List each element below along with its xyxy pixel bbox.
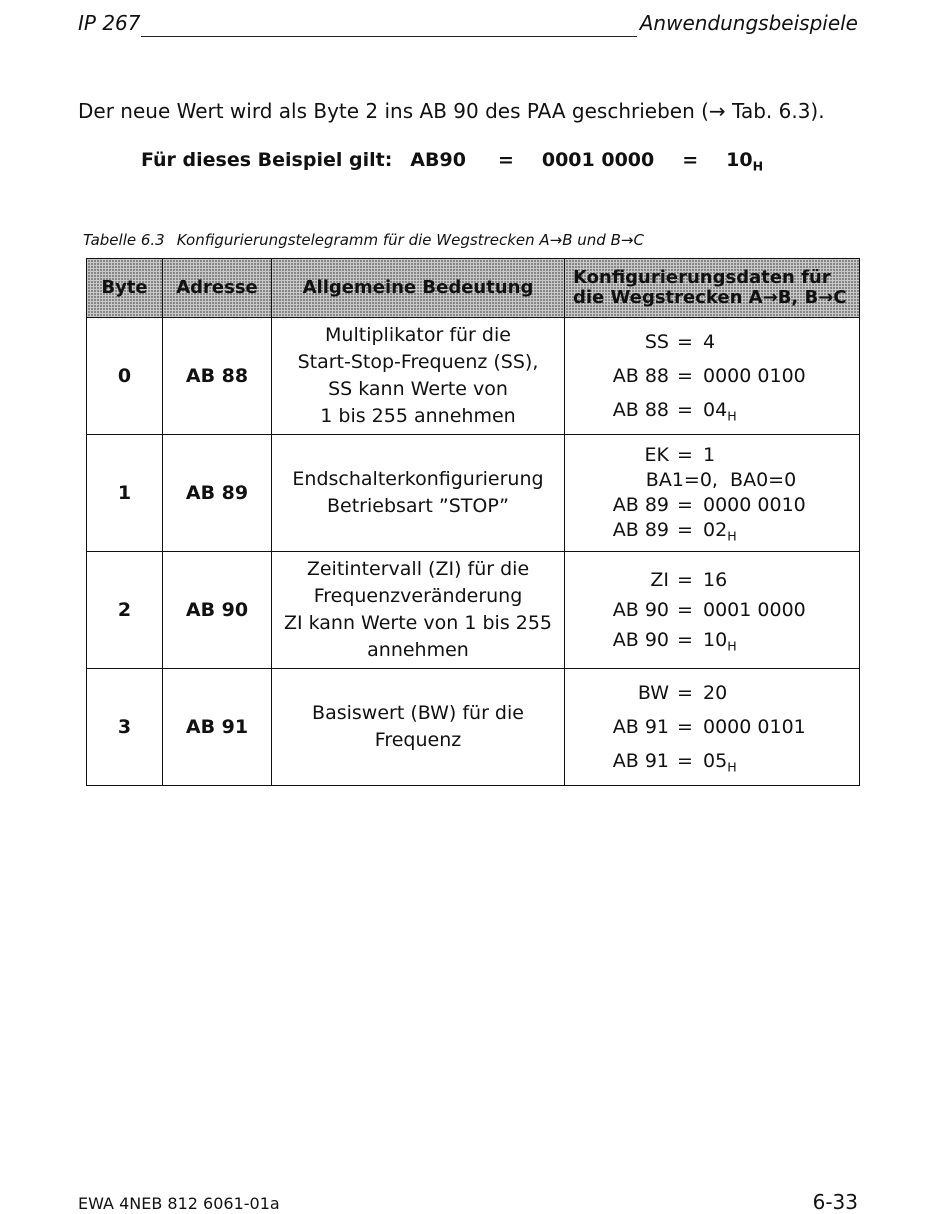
config-label: AB 91 (612, 716, 669, 738)
cell-meaning (272, 552, 565, 669)
intro-paragraph: Der neue Wert wird als Byte 2 ins AB 90 des PAA geschrieben (→ Tab. 6.3). (78, 99, 825, 123)
config-label: AB 91 (612, 750, 669, 772)
config-equals: = (677, 682, 693, 704)
config-equals: = (677, 629, 693, 651)
header-chapter-title: Anwendungsbeispiele (639, 11, 858, 35)
cell-meaning (272, 318, 565, 435)
meaning-line: Betriebsart ”STOP” (327, 495, 509, 517)
cell-config (565, 552, 860, 669)
header-product: IP 267 (78, 11, 141, 35)
formula-binary: 0001 0000 (541, 149, 655, 171)
config-equations (593, 443, 859, 468)
config-hex-sub: H (727, 759, 737, 775)
meaning-line: Frequenzveränderung (313, 585, 523, 607)
config-label: EK (644, 444, 669, 466)
cell-config (565, 669, 860, 786)
formula-hex (726, 149, 764, 174)
header-config (565, 259, 860, 318)
config-hex-sub: H (727, 638, 737, 654)
table-row (87, 669, 860, 786)
header-config-line1: Konfigurierungsdaten für (573, 267, 831, 288)
footer-document-number: EWA 4NEB 812 6061-01a (78, 1194, 280, 1213)
config-equals: = (677, 444, 693, 466)
formula-register: AB90 (410, 149, 466, 171)
config-label: AB 90 (612, 599, 669, 621)
config-equals: = (677, 569, 693, 591)
config-value: 0001 0000 (703, 599, 806, 621)
config-hex-value: 04 (703, 399, 728, 421)
meaning-line: ZI kann Werte von 1 bis 255 (283, 612, 553, 634)
meaning-line: Start-Stop-Frequenz (SS), (297, 351, 539, 373)
config-equals: = (677, 365, 693, 387)
cell-meaning (272, 435, 565, 552)
header-meaning: Allgemeine Bedeutung (272, 259, 565, 318)
config-equations (593, 325, 859, 427)
formula-hex-value: 10 (726, 149, 753, 171)
table-caption (83, 231, 644, 249)
config-value (701, 625, 859, 655)
config-table (86, 258, 860, 786)
config-equals: = (677, 716, 693, 738)
config-equations (593, 565, 859, 655)
meaning-line: annehmen (367, 639, 469, 661)
config-label: SS (644, 331, 669, 353)
cell-config (565, 435, 860, 552)
meaning-line: Zeitintervall (ZI) für die (306, 558, 530, 580)
config-hex-value: 10 (703, 629, 728, 651)
config-label: AB 90 (612, 629, 669, 651)
cell-byte: 2 (87, 552, 163, 669)
meaning-line: Multiplikator für die (325, 324, 511, 346)
config-hex-value: 02 (703, 519, 728, 541)
config-value (701, 393, 859, 427)
config-equals: = (677, 599, 693, 621)
cell-address: AB 91 (163, 669, 272, 786)
formula-equals-2: = (682, 149, 699, 171)
table-row (87, 552, 860, 669)
config-equals: = (677, 494, 693, 516)
config-label: AB 88 (612, 365, 669, 387)
config-hex-value: 05 (703, 750, 728, 772)
formula-equals-1: = (497, 149, 514, 171)
config-label: AB 88 (612, 399, 669, 421)
cell-address: AB 88 (163, 318, 272, 435)
cell-byte: 1 (87, 435, 163, 552)
meaning-line: Basiswert (BW) für die (312, 702, 524, 724)
config-mode-bits: BA1=0, BA0=0 (645, 469, 797, 491)
config-value: 0000 0101 (703, 716, 806, 738)
config-equals: = (677, 331, 693, 353)
config-label: AB 89 (612, 494, 669, 516)
formula-label: Für dieses Beispiel gilt: (141, 149, 393, 171)
cell-meaning (272, 669, 565, 786)
config-label: AB 89 (612, 519, 669, 541)
formula-line (141, 149, 764, 174)
table-row (87, 435, 860, 552)
config-value: 4 (703, 331, 716, 353)
config-value (701, 518, 859, 543)
formula-hex-sub: H (752, 158, 764, 174)
config-value: 0000 0010 (703, 494, 806, 516)
config-value: 1 (703, 444, 716, 466)
config-hex-sub: H (727, 408, 737, 424)
config-label: ZI (650, 569, 669, 591)
cell-byte: 0 (87, 318, 163, 435)
config-equals: = (677, 399, 693, 421)
config-equations (593, 676, 859, 778)
meaning-line: 1 bis 255 annehmen (320, 405, 516, 427)
table-header-row (87, 259, 860, 318)
meaning-line: Endschalterkonfigurierung (292, 468, 544, 490)
header-config-line2: die Wegstrecken A→B, B→C (573, 287, 847, 308)
config-equals: = (677, 750, 693, 772)
cell-config (565, 318, 860, 435)
header-byte: Byte (87, 259, 163, 318)
footer-page-number: 6-33 (812, 1190, 858, 1214)
config-value: 0000 0100 (703, 365, 806, 387)
header-address: Adresse (163, 259, 272, 318)
cell-byte: 3 (87, 669, 163, 786)
config-hex-sub: H (727, 528, 737, 544)
config-equals: = (677, 519, 693, 541)
config-value: 16 (703, 569, 728, 591)
header-rule (141, 36, 637, 37)
config-value (701, 744, 859, 778)
meaning-line: Frequenz (374, 729, 462, 751)
table-caption-number: Tabelle 6.3 (83, 231, 165, 249)
table-caption-text: Konfigurierungstelegramm für die Wegstrecken A→B und B→C (176, 231, 644, 249)
table-row (87, 318, 860, 435)
cell-address: AB 89 (163, 435, 272, 552)
cell-address: AB 90 (163, 552, 272, 669)
config-equations (593, 493, 859, 543)
config-label: BW (637, 682, 669, 704)
meaning-line: SS kann Werte von (328, 378, 508, 400)
config-value: 20 (703, 682, 728, 704)
